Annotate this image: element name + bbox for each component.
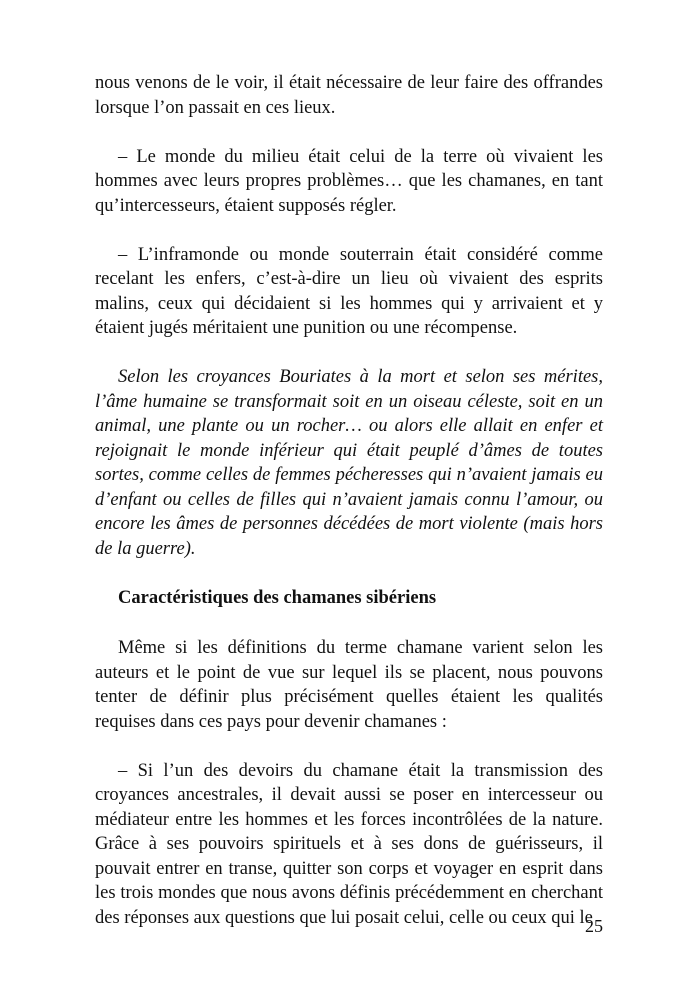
paragraph-continuation: nous venons de le voir, il était nécessaire de leur faire des offrandes lorsque l’on passait en ces lieux.: [95, 73, 603, 118]
paragraph-bouriate-beliefs: Selon les croyances Bouriates à la mort et selon ses mérites, l’âme humaine se transformait soit en un oiseau céleste, soit en un animal, une plante ou un rocher… ou alors elle allait en enfer et rejoignait le monde inférieur qui était peuplé d’âmes de toutes sortes, comme celles de femmes pécheresses qui n’avaient jamais eu d’enfant ou celles de filles qui n’avaient jamais connu l’amour, ou encore les âmes de personnes décédées de mort violente (mais hors de la guerre).: [95, 367, 603, 559]
paragraph-underworld: – L’inframonde ou monde souterrain était considéré comme recelant les enfers, c’est-à-dire un lieu où vivaient des esprits malins, ceux qui décidaient si les hommes qui y arrivaient et y étaient jugés méritaient une punition ou une récompense.: [95, 244, 603, 338]
paragraph-middle-world: – Le monde du milieu était celui de la terre où vivaient les hommes avec leurs propres problèmes… que les chamanes, en tant qu’intercesseurs, étaient supposés régler.: [95, 146, 603, 216]
paragraph-shaman-duties: – Si l’un des devoirs du chamane était la transmission des croyances ancestrales, il devait aussi se poser en intercesseur ou médiateur entre les hommes et les forces incontrôlées de la nature. Grâce à ses pouvoirs spirituels et à ses dons de guérisseurs, il pouvait entrer en transe, quitter son corps et voyager en esprit dans les trois mondes que nous avons définis précédemment en cherchant des réponses aux questions que lui posait celui, celle ou ceux qui le: [95, 760, 603, 928]
page-body: [95, 71, 603, 955]
paragraph-definitions: Même si les définitions du terme chamane varient selon les auteurs et le point de vue sur lequel ils se placent, nous pouvons tenter de définir plus précisément quelles étaient les qualités requises dans ces pays pour devenir chamanes :: [95, 638, 603, 732]
section-heading: Caractéristiques des chamanes sibériens: [118, 587, 437, 608]
page-number: 25: [585, 916, 603, 936]
